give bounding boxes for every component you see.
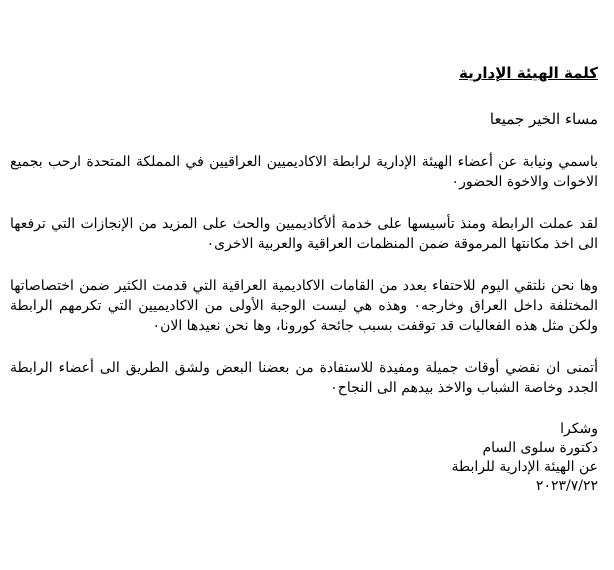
paragraph-association-work: لقد عملت الرابطة ومنذ تأسيسها على خدمة ألأكاديميين والحث على المزيد من الإنجازات التي ترفعها الى اخذ مكانتها المرموقة ضمن المنظمات العراقية والعربية الاخرى٠ xyxy=(10,216,598,252)
document-title: كلمة الهيئة الإدارية xyxy=(459,64,598,82)
paragraph-wishes: أتمنى ان نقضي أوقات جميلة ومفيدة للاستفادة من بعضنا البعض ولشق الطريق الى أعضاء الرابطة الجدد وخاصة الشباب والاخذ بيدهم الى النجاح٠ xyxy=(10,360,598,396)
document-page xyxy=(10,62,598,496)
paragraph-celebration: وها نحن نلتقي اليوم للاحتفاء بعدد من القامات الاكاديمية العراقية التي قدمت الكثير ضمن اختصاصاتها المختلفة داخل العراق وخارجه٠ وهذه هي ليست الوجبة الأولى من الاكاديميين التي تكرمهم الرابطة ولكن مثل هذه الفعاليات قد توقفت بسبب جائحة كورونا، وها نحن نعيدها الان٠ xyxy=(10,278,598,334)
signature-block xyxy=(10,420,598,496)
closing-thanks: وشكرا xyxy=(560,421,598,437)
signatory-role: عن الهيئة الإدارية للرابطة xyxy=(451,459,598,475)
signatory-name: دكتورة سلوى السام xyxy=(482,440,598,456)
document-date: ٢٠٢٣/٧/٢٢ xyxy=(535,478,598,494)
greeting: مساء الخير جميعا xyxy=(489,110,598,128)
paragraph-welcome: باسمي ونيابة عن أعضاء الهيئة الإدارية لرابطة الاكاديميين العراقيين في المملكة المتحدة ارحب بجميع الاخوات والاخوة الحضور٠ xyxy=(10,154,598,190)
